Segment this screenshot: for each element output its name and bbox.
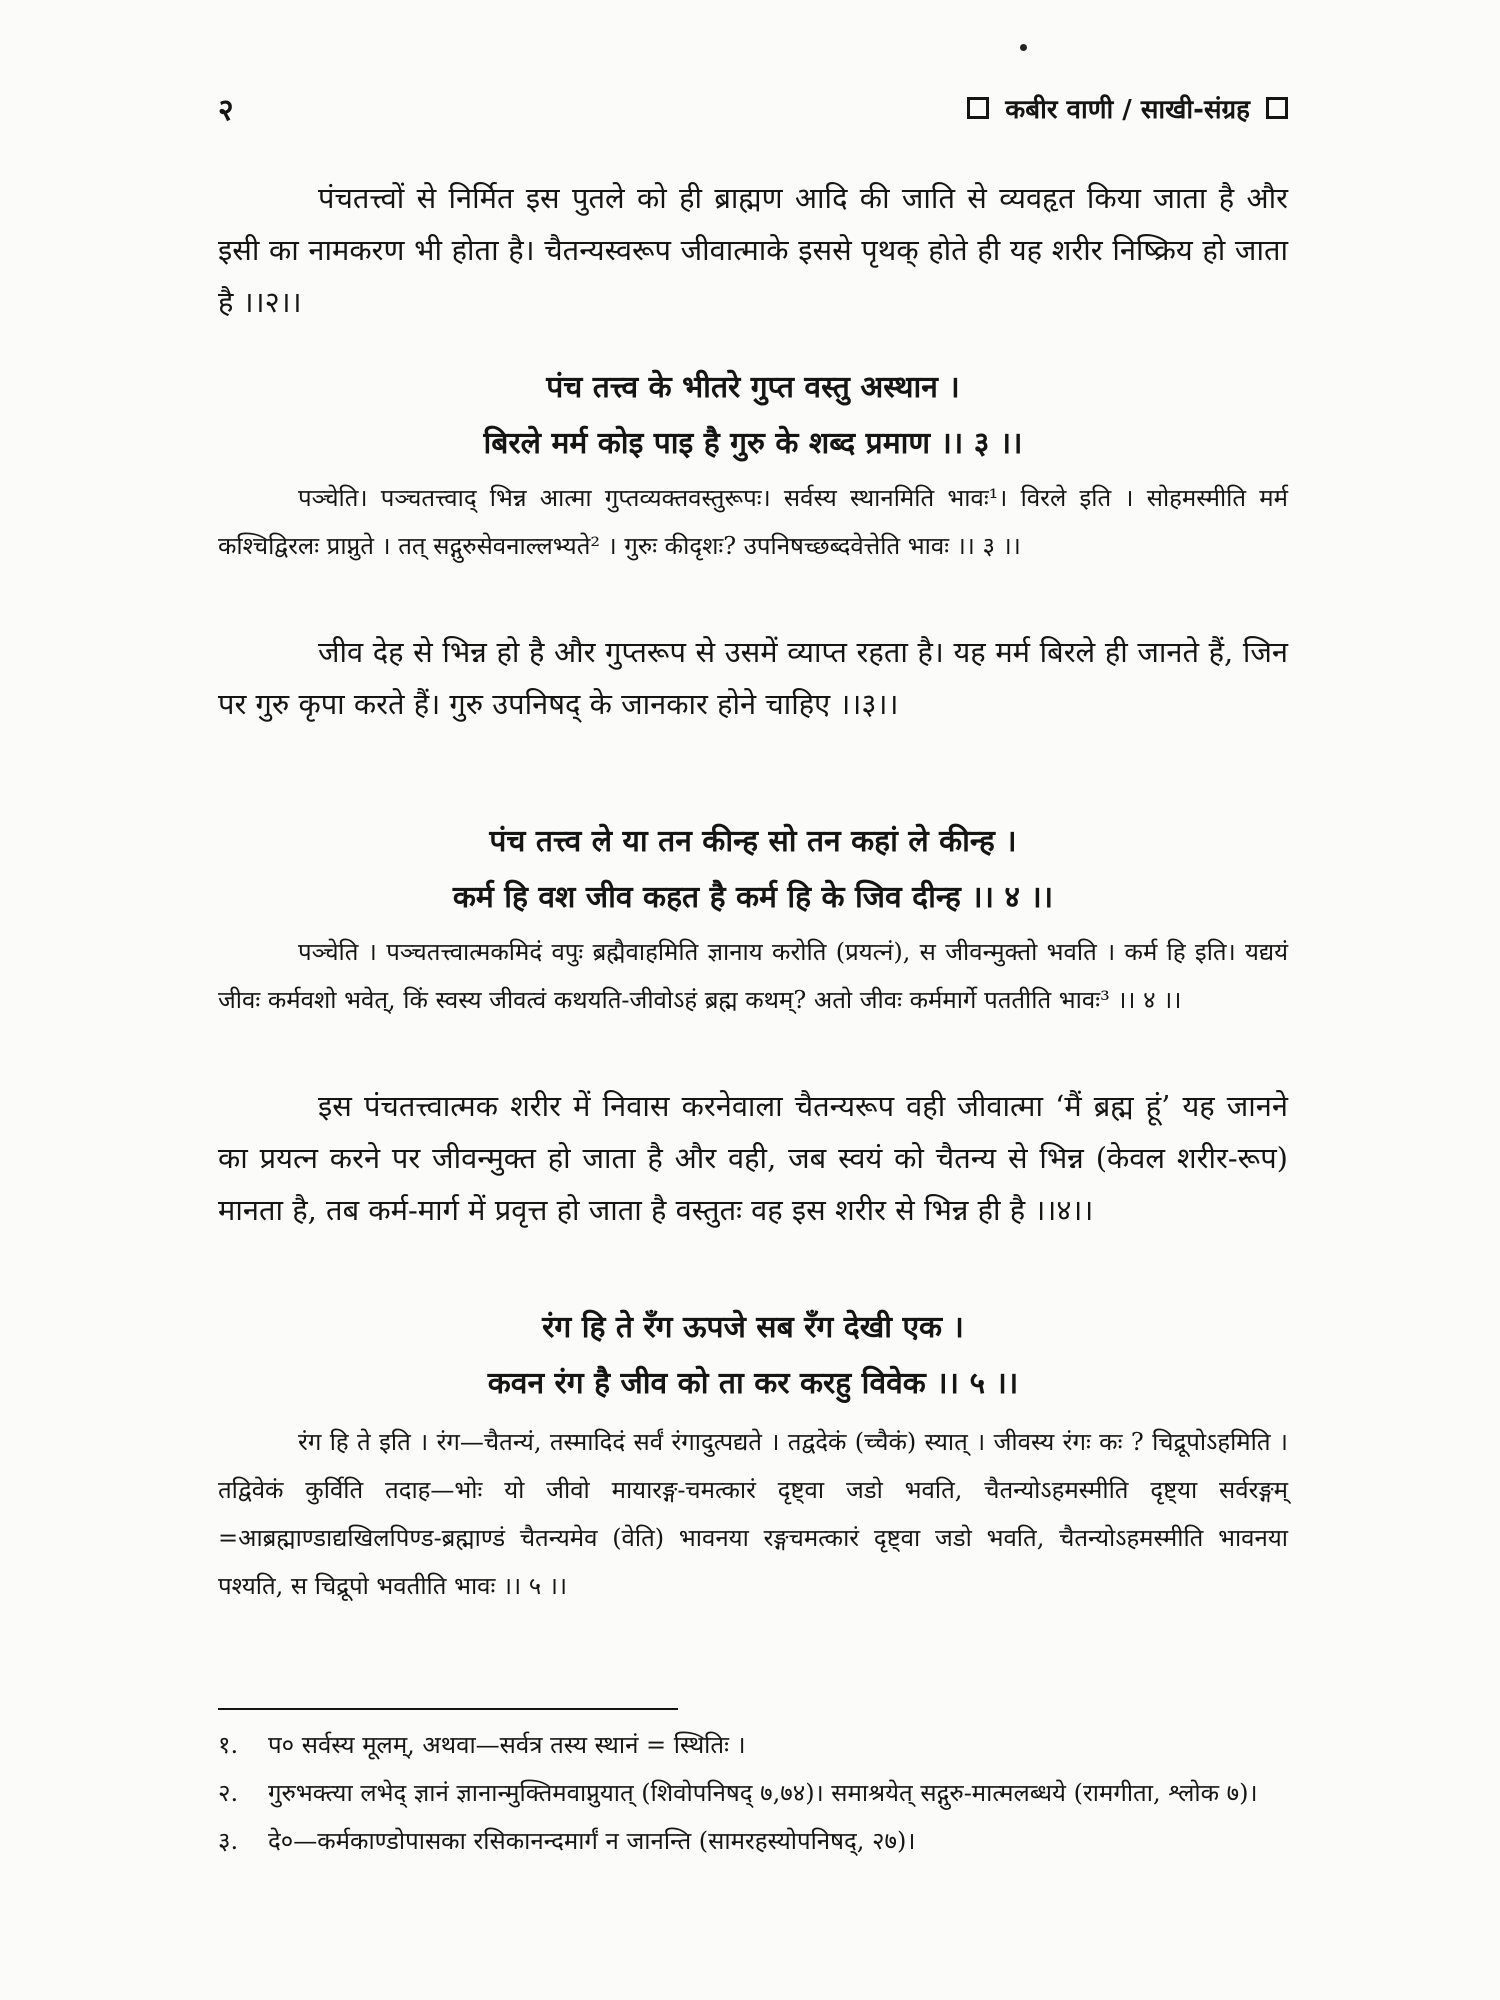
footnote-number: ३. [218, 1827, 239, 1855]
verse-line: पंच तत्त्व के भीतरे गुप्त वस्तु अस्थान । [546, 370, 960, 405]
verse-4 [218, 814, 1288, 926]
footnote-text: गुरुभक्त्या लभेद् ज्ञानं ज्ञानान्मुक्तिमवाप्नुयात् (शिवोपनिषद् ७,७४)। समाश्रयेत् सद्गुरु-मात्मलब्धये (रामगीता, श्लोक ७)। [268, 1779, 1258, 1807]
footnote [218, 1770, 1288, 1816]
footnote [218, 1722, 1288, 1768]
footnotes [218, 1722, 1288, 1866]
explanation-paragraph: पंचतत्त्वों से निर्मित इस पुतले को ही ब्राह्मण आदि की जाति से व्यवहृत किया जाता है और इसी का नामकरण भी होता है। चैतन्यस्वरूप जीवात्माके इससे पृथक् होते ही यह शरीर निष्क्रिय हो जाता है ।।२।। [218, 181, 1288, 319]
square-bullet-icon [1266, 97, 1288, 119]
running-head [967, 90, 1288, 126]
footnote-number: १. [218, 1731, 239, 1759]
footnote [218, 1818, 1288, 1864]
sanskrit-commentary: पञ्चेति । पञ्चतत्त्वात्मकमिदं वपुः ब्रह्मैवाहमिति ज्ञानाय करोति (प्रयत्नं), स जीवन्मुक्तो भवति । कर्म हि इति। यद्ययं जीवः कर्मवशो भवेत्, किं स्वस्य जीवत्वं कथयति-जीवोऽहं ब्रह्म कथम्? अतो जीवः कर्ममार्गे पततीति भावः³ ।। ४ ।। [218, 938, 1288, 1014]
verse-5 [218, 1300, 1288, 1412]
verse-line: बिरले मर्म कोइ पाइ है गुरु के शब्द प्रमाण ।। ३ ।। [483, 426, 1023, 461]
page-header [218, 88, 1288, 138]
explanation-paragraph: जीव देह से भिन्न हो है और गुप्तरूप से उसमें व्याप्त रहता है। यह मर्म बिरले ही जानते हैं, जिन पर गुरु कृपा करते हैं। गुरु उपनिषद् के जानकार होने चाहिए ।।३।। [218, 635, 1288, 721]
verse-3 [218, 360, 1288, 472]
sanskrit-commentary: रंग हि ते इति । रंग—चैतन्यं, तस्मादिदं सर्वं रंगादुत्पद्यते । तद्वदेकं (च्चैकं) स्यात् । जीवस्य रंगः कः ? चिद्रूपोऽहमिति । तद्विवेकं कुर्विति तदाह—भोः यो जीवो मायारङ्ग-चमत्कारं दृष्ट्वा जडो भवति, चैतन्योऽहमस्मीति दृष्ट्या सर्वरङ्गम् =आब्रह्माण्डाद्यखिलपिण्ड-ब्रह्माण्डं चैतन्यमेव (वेति) भावनया रङ्गचमत्कारं दृष्ट्वा जडो भवति, चैतन्योऽहमस्मीति भावनया पश्यति, स चिद्रूपो भवतीति भावः ।। ५ ।। [218, 1428, 1288, 1600]
footnote-divider [218, 1708, 678, 1710]
footnote-number: २. [218, 1779, 239, 1807]
print-speck [1020, 44, 1027, 51]
running-head-title: कबीर वाणी / साखी-संग्रह [1005, 95, 1250, 125]
square-bullet-icon [967, 97, 989, 119]
footnote-text: प० सर्वस्य मूलम्, अथवा—सर्वत्र तस्य स्थानं = स्थितिः । [268, 1731, 746, 1759]
verse-line: रंग हि ते रँग ऊपजे सब रँग देखी एक । [542, 1310, 964, 1345]
footnote-text: दे०—कर्मकाण्डोपासका रसिकानन्दमार्गं न जानन्ति (सामरहस्योपनिषद्, २७)। [268, 1827, 916, 1855]
verse-line: कवन रंग है जीव को ता कर करहु विवेक ।। ५ ।। [487, 1366, 1019, 1401]
sanskrit-commentary: पञ्चेति। पञ्चतत्त्वाद् भिन्न आत्मा गुप्तव्यक्तवस्तुरूपः। सर्वस्य स्थानमिति भावः¹। विरले इति । सोहमस्मीति मर्म कश्चिद्विरलः प्राप्नुते । तत् सद्गुरुसेवनाल्लभ्यते² । गुरुः कीदृशः? उपनिषच्छब्दवेत्तेति भावः ।। ३ ।। [218, 484, 1288, 560]
page-number: २ [218, 93, 234, 128]
verse-line: कर्म हि वश जीव कहत है कर्म हि के जिव दीन्ह ।। ४ ।। [452, 880, 1054, 915]
explanation-paragraph: इस पंचतत्त्वात्मक शरीर में निवास करनेवाला चैतन्यरूप वही जीवात्मा ‘मैं ब्रह्म हूं’ यह जानने का प्रयत्न करने पर जीवन्मुक्त हो जाता है और वही, जब स्वयं को चैतन्य से भिन्न (केवल शरीर-रूप) मानता है, तब कर्म-मार्ग में प्रवृत्त हो जाता है वस्तुतः वह इस शरीर से भिन्न ही है ।।४।। [218, 1089, 1288, 1227]
verse-line: पंच तत्त्व ले या तन कीन्ह सो तन कहां ले कीन्ह । [489, 824, 1017, 859]
